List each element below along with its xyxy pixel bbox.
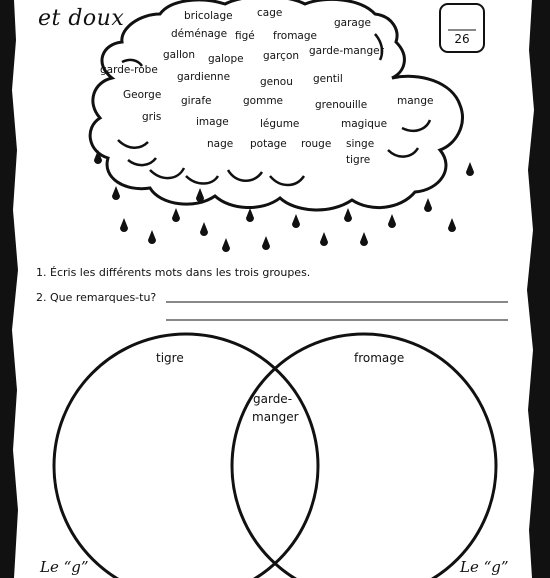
cloud-word: gris [142,111,162,123]
raindrop [344,208,352,222]
cloud-word: gomme [243,95,284,107]
venn-middle-example-line2: manger [252,410,299,424]
raindrop [292,214,300,228]
right-border [527,0,550,578]
instruction-2: 2. Que remarques-tu? [36,291,157,304]
venn-right-label: Le “g” [460,558,509,576]
cloud-word: genou [260,76,293,88]
cloud-word: gardienne [177,71,231,83]
cloud-word: image [196,116,229,128]
cloud-word: fromage [273,30,317,42]
raindrop [200,222,208,236]
cloud-word: garde-manger [309,45,384,57]
cloud-word: nage [207,138,234,150]
raindrop [246,208,254,222]
cloud-word: potage [250,138,287,150]
cloud-word: gallon [163,49,196,61]
venn-left-circle [54,334,318,578]
venn-middle-example-line1: garde- [253,392,293,406]
venn-left-example: tigre [156,351,184,365]
cloud-word: singe [346,138,375,150]
raindrop [222,238,230,252]
cloud-word: gentil [313,73,343,85]
instruction-1: 1. Écris les différents mots dans les trois groupes. [36,266,311,279]
cloud-word: garage [334,17,371,29]
cloud-word: cage [257,7,283,19]
raindrop [172,208,180,222]
page-number: 26 [454,32,470,46]
raindrop [320,232,328,246]
worksheet-title: et doux [38,6,125,31]
raindrop [120,218,128,232]
raindrop [262,236,270,250]
cloud-word: rouge [301,138,332,150]
cloud-word: bricolage [184,10,233,22]
left-border [0,0,18,578]
raindrop [424,198,432,212]
raindrop [360,232,368,246]
cloud-word: légume [260,118,300,130]
cloud-word: tigre [346,154,371,166]
venn-right-example: fromage [354,351,405,365]
cloud-word: garçon [263,50,300,62]
cloud-word: galope [208,53,244,65]
cloud-word: mange [397,95,434,107]
raindrop [388,214,396,228]
cloud-word: garde-robe [100,64,158,76]
raindrop [112,186,120,200]
venn-right-circle [232,334,496,578]
venn-left-label: Le “g” [40,558,89,576]
cloud-word: girafe [181,95,212,107]
cloud-word: George [123,89,162,101]
cloud-word: grenouille [315,99,368,111]
cloud-word: figé [235,30,255,42]
raindrop [448,218,456,232]
cloud-word: déménage [171,28,228,40]
cloud-word: magique [341,118,388,130]
raindrop [148,230,156,244]
raindrop [466,162,474,176]
